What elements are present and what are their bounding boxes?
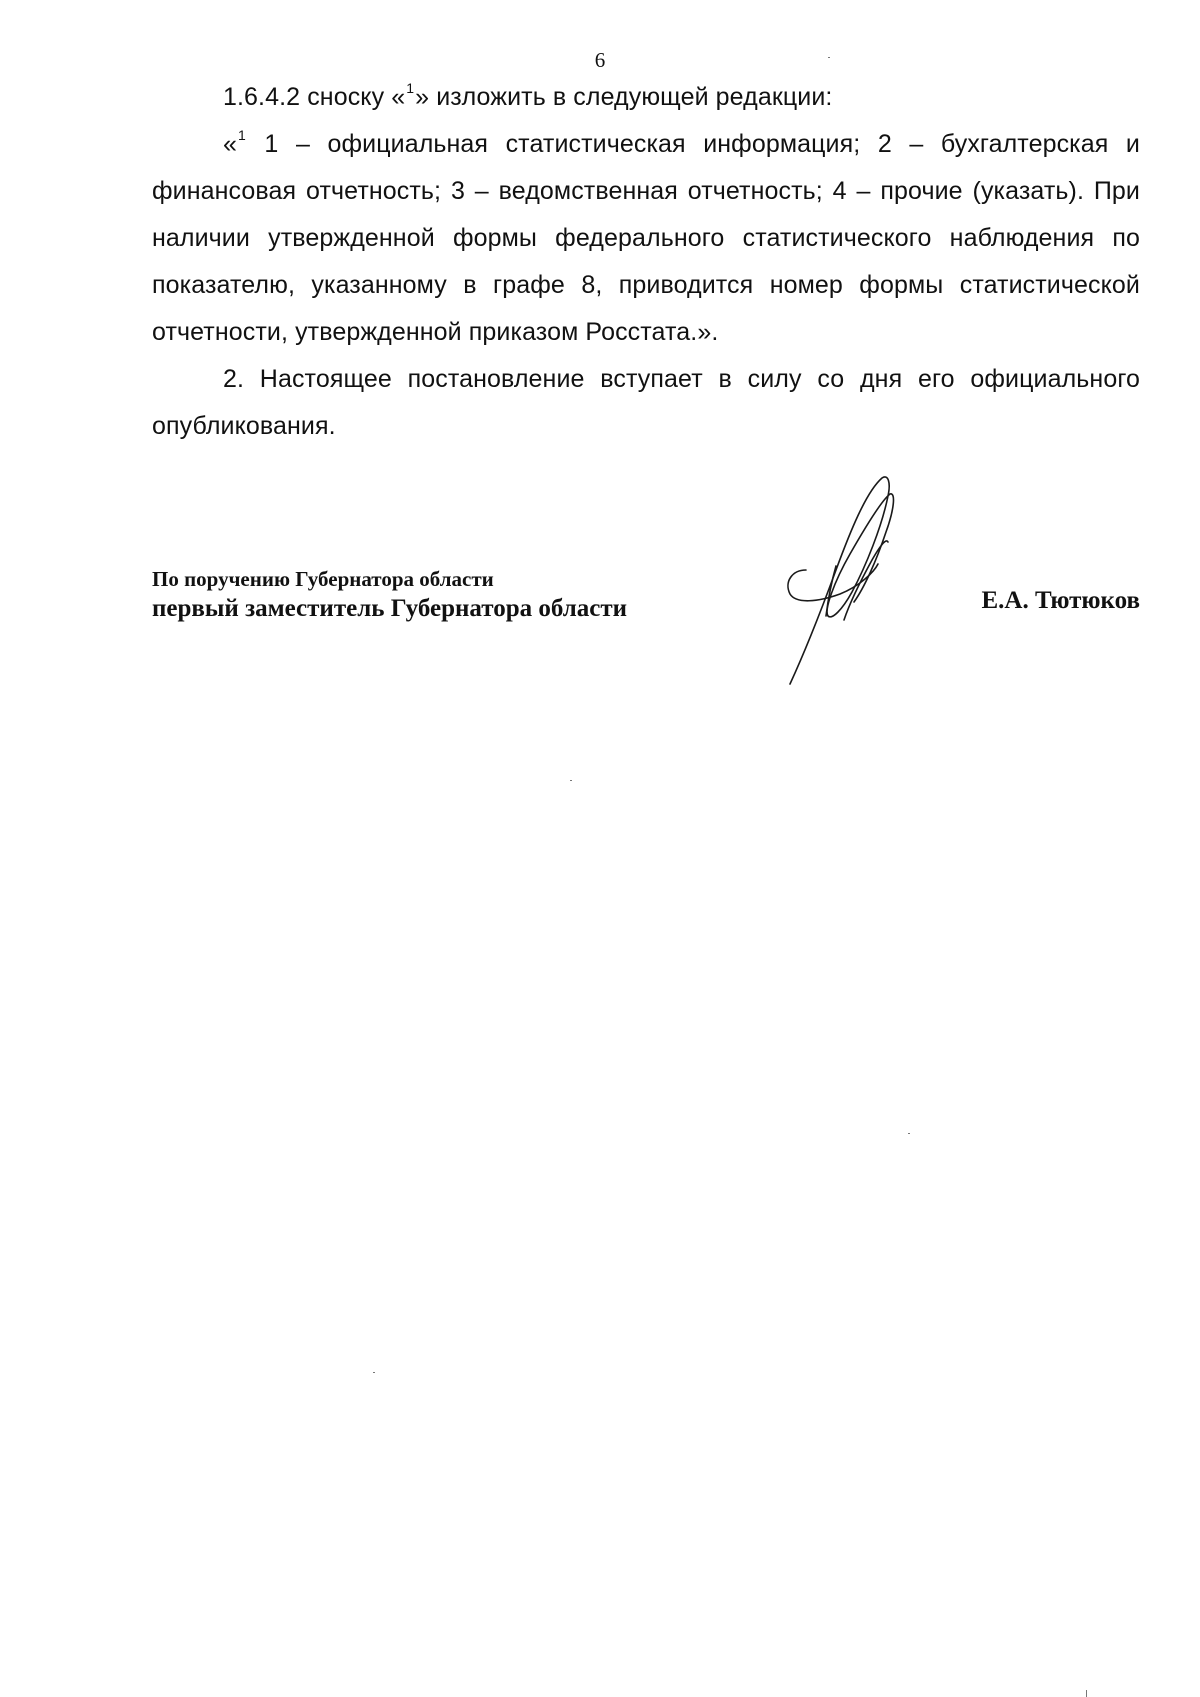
scan-speck	[828, 57, 830, 58]
handwritten-signature	[770, 470, 910, 690]
scan-speck	[908, 1133, 910, 1134]
paragraph-text: » изложить в следующей редакции:	[415, 83, 833, 111]
footnote-mark: 1	[406, 80, 415, 96]
footnote-mark: 1	[238, 127, 246, 143]
scan-speck	[1086, 1690, 1087, 1697]
paragraph-effective-date: 2. Настоящее постановление вступает в силу со дня его официального опубликования.	[152, 365, 1140, 440]
signatory-position: первый заместитель Губернатора области	[152, 595, 628, 622]
document-body	[152, 74, 1140, 450]
signature-authority-line: По поручению Губернатора области	[152, 567, 494, 591]
signatory-name: Е.А. Тютюков	[981, 587, 1140, 614]
scan-speck	[570, 780, 572, 781]
paragraph-footnote-instruction	[152, 74, 1140, 121]
scan-speck	[373, 1372, 375, 1373]
paragraph-text: «	[223, 130, 238, 158]
paragraph-text: 1 – официальная статистическая информация; 2 – бухгалтерская и финансовая отчетность; 3 – ведомственная отчетность; 4 – прочие (указать). При наличии утвержденной формы федерального статистического наблюдения по показателю, указанному в графе 8, приводится номер формы статистической отчетности, утвержденной приказом Росстата.».	[152, 130, 1140, 346]
paragraph-text: 1.6.4.2 сноску «	[223, 83, 406, 111]
paragraph-footnote-text	[152, 121, 1140, 356]
page-number: 6	[594, 48, 606, 72]
